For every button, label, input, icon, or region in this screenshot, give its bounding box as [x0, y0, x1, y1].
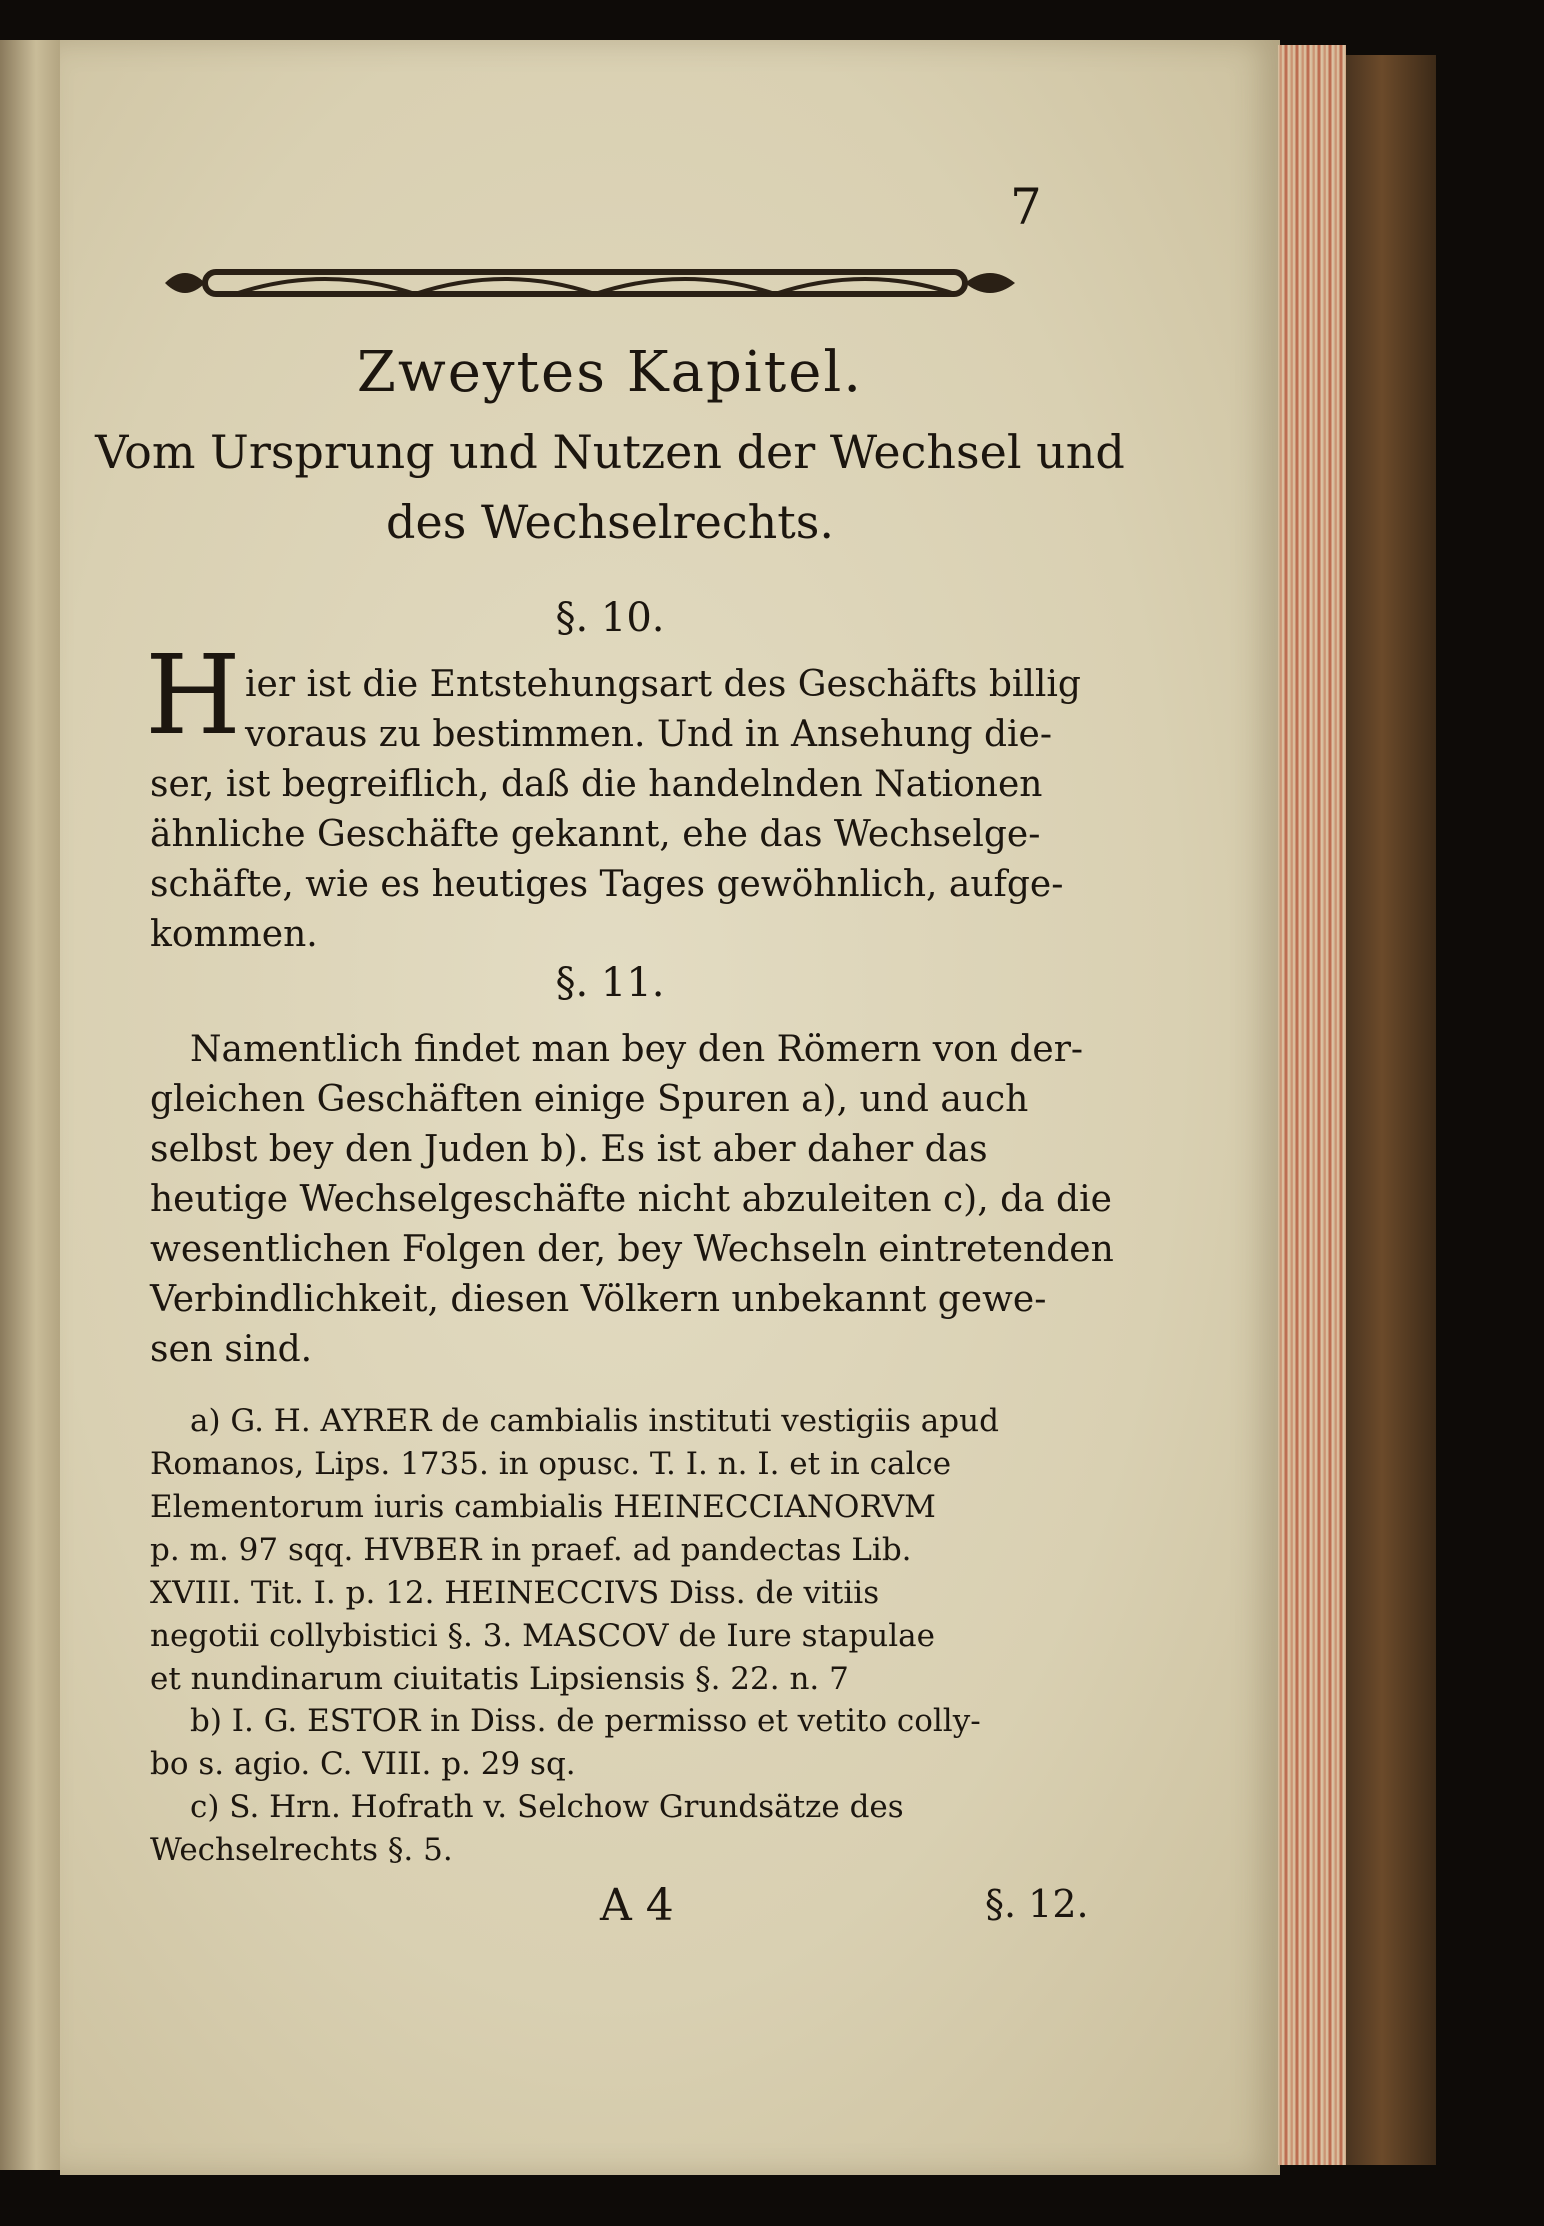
footnote-line: Wechselrechts §. 5.: [150, 1832, 453, 1868]
text-line: wesentlichen Folgen der, bey Wechseln eintretenden: [150, 1229, 1114, 1270]
text-line: selbst bey den Juden b). Es ist aber daher das: [150, 1129, 988, 1170]
signature-mark: A 4: [600, 1880, 674, 1931]
page-number: 7: [1010, 178, 1042, 236]
footnote-line: negotii collybistici §. 3. MASCOV de Iure stapulae: [150, 1618, 936, 1654]
text-line: voraus zu bestimmen. Und in Ansehung die-: [245, 714, 1053, 755]
text-line: ser, ist begreiflich, daß die handelnden Nationen: [150, 764, 1043, 805]
text-line: ähnliche Geschäfte gekannt, ehe das Wechselge-: [150, 814, 1041, 855]
footnote-b: [150, 1700, 981, 1786]
catchword: §. 12.: [985, 1882, 1089, 1926]
footnote-line: et nundinarum ciuitatis Lipsiensis §. 22. n. 7: [150, 1661, 849, 1697]
footnote-c: [150, 1786, 904, 1872]
drop-cap: H: [145, 631, 241, 759]
footnote-a: [150, 1400, 999, 1701]
text-line: sen sind.: [150, 1329, 313, 1370]
text-line: ier ist die Entstehungsart des Geschäfts billig: [245, 664, 1081, 705]
section-heading: §. 10.: [555, 595, 665, 641]
footnote-line: XVIII. Tit. I. p. 12. HEINECCIVS Diss. de vitiis: [150, 1575, 880, 1611]
paragraph-section-10: [150, 660, 1081, 960]
footnote-line: b) I. G. ESTOR in Diss. de permisso et vetito colly-: [190, 1703, 981, 1739]
subtitle-line: Vom Ursprung und Nutzen der Wechsel und: [95, 425, 1125, 479]
footnote-line: bo s. agio. C. VIII. p. 29 sq.: [150, 1746, 576, 1782]
book-cover: [1346, 55, 1436, 2165]
text-line: Namentlich findet man bey den Römern von der-: [190, 1029, 1084, 1070]
section-heading: §. 11.: [555, 960, 665, 1006]
text-line: kommen.: [150, 914, 318, 955]
chapter-title: Zweytes Kapitel.: [356, 340, 864, 405]
footnote-line: p. m. 97 sqq. HVBER in praef. ad pandectas Lib.: [150, 1532, 912, 1568]
footnote-line: Elementorum iuris cambialis HEINECCIANORVM: [150, 1489, 936, 1525]
footnote-line: a) G. H. AYRER de cambialis instituti vestigiis apud: [190, 1403, 999, 1439]
ornament-border: [145, 258, 1025, 308]
paragraph-section-11: [150, 1025, 1114, 1375]
text-line: gleichen Geschäften einige Spuren a), und auch: [150, 1079, 1029, 1120]
subtitle-line: des Wechselrechts.: [386, 495, 834, 549]
footnote-line: Romanos, Lips. 1735. in opusc. T. I. n. I. et in calce: [150, 1446, 952, 1482]
text-line: heutige Wechselgeschäfte nicht abzuleiten c), da die: [150, 1179, 1112, 1220]
page-edges: [1278, 45, 1346, 2165]
text-line: Verbindlichkeit, diesen Völkern unbekannt gewe-: [150, 1279, 1047, 1320]
text-line: schäfte, wie es heutiges Tages gewöhnlich, aufge-: [150, 864, 1064, 905]
footnote-line: c) S. Hrn. Hofrath v. Selchow Grundsätze des: [190, 1789, 904, 1825]
